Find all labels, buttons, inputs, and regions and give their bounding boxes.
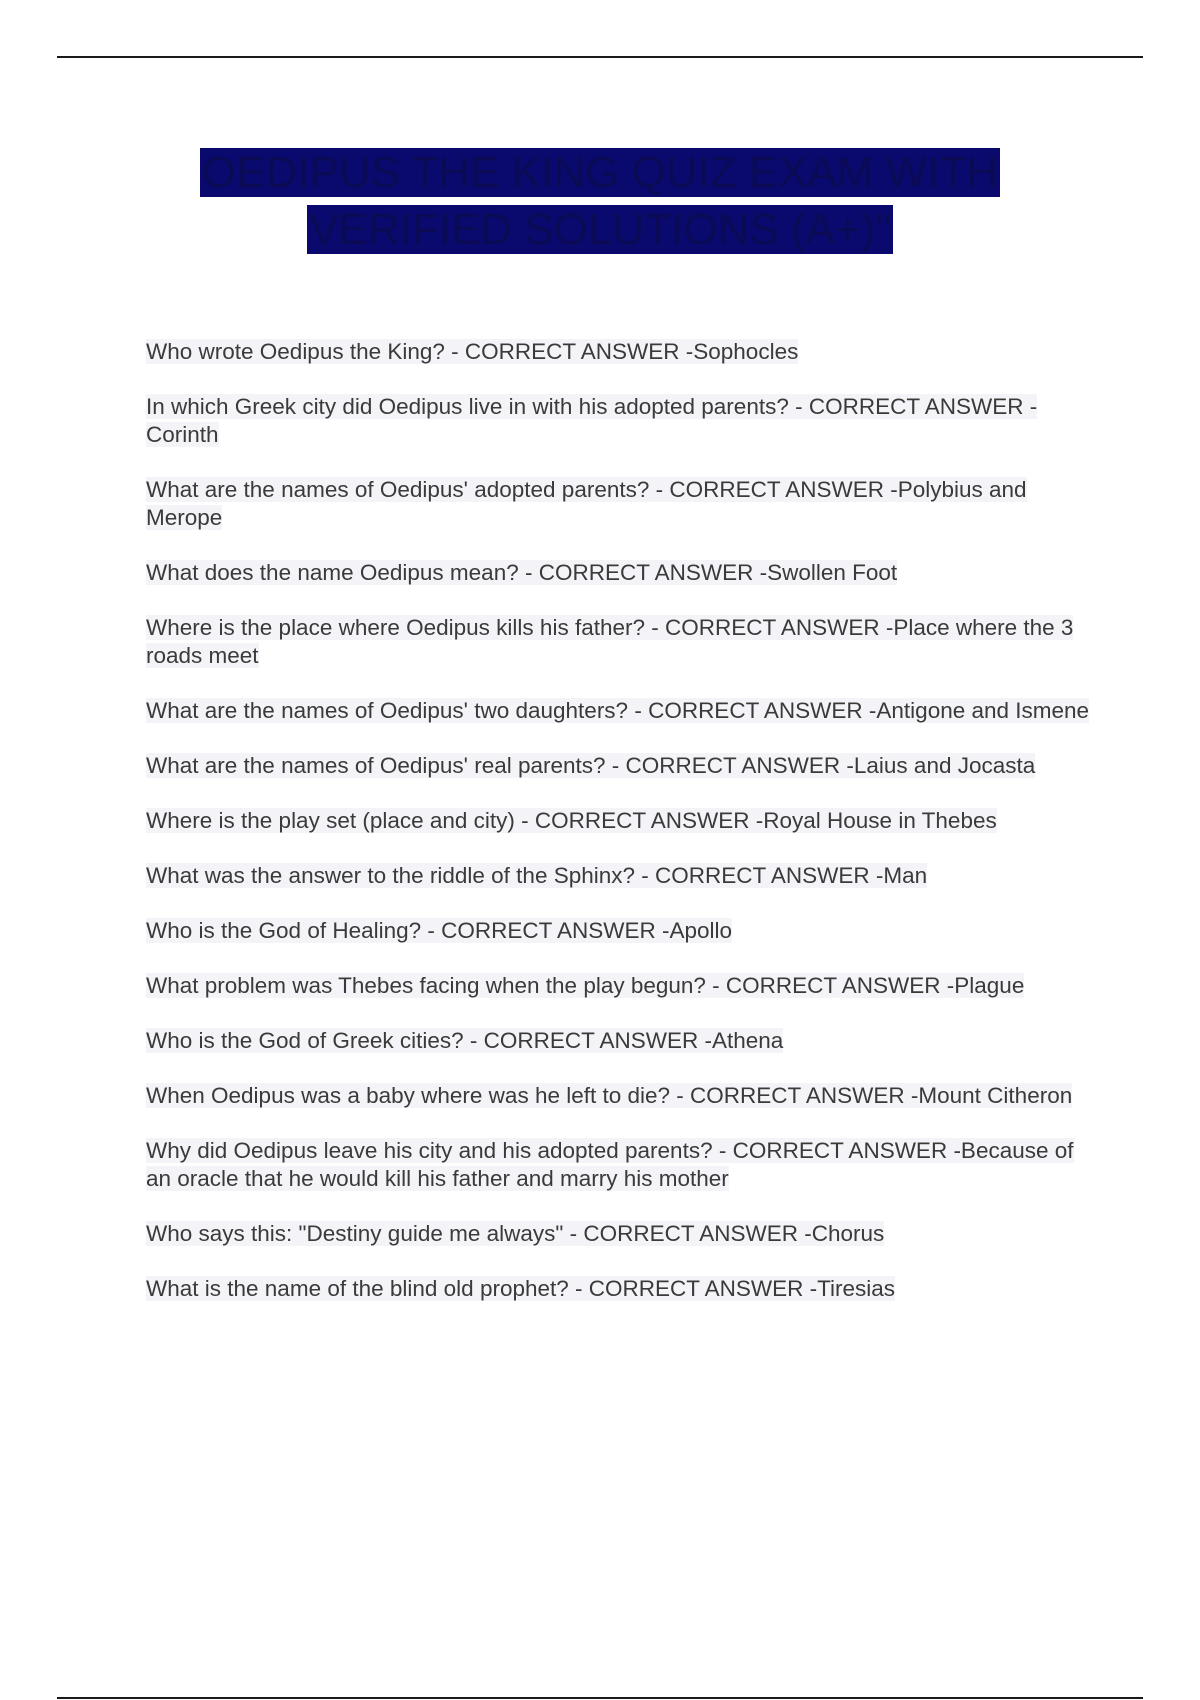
- qa-text: Who says this: "Destiny guide me always" - CORRECT ANSWER -Chorus: [146, 1221, 885, 1246]
- qa-text: Who is the God of Greek cities? - CORRECT ANSWER -Athena: [146, 1028, 784, 1053]
- qa-text: When Oedipus was a baby where was he left to die? - CORRECT ANSWER -Mount Citheron: [146, 1083, 1073, 1108]
- title-block: [120, 144, 1080, 258]
- qa-text: Where is the play set (place and city) - CORRECT ANSWER -Royal House in Thebes: [146, 808, 997, 833]
- list-item: [146, 697, 1096, 725]
- list-item: [146, 1137, 1096, 1193]
- list-item: [146, 1082, 1096, 1110]
- document-title-suffix: ": [875, 205, 891, 254]
- list-item: [146, 752, 1096, 780]
- list-item: [146, 1027, 1096, 1055]
- qa-text: Why did Oedipus leave his city and his adopted parents? - CORRECT ANSWER -Because of an oracle that he would kill his father and marry his mother: [146, 1138, 1074, 1191]
- list-item: [146, 862, 1096, 890]
- document-title-text: OEDIPUS THE KING QUIZ EXAM WITH VERIFIED SOLUTIONS (A+): [201, 148, 999, 254]
- list-item: [146, 476, 1096, 532]
- qa-text: Who wrote Oedipus the King? - CORRECT ANSWER -Sophocles: [146, 339, 799, 364]
- list-item: [146, 1220, 1096, 1248]
- list-item: [146, 393, 1096, 449]
- list-item: [146, 559, 1096, 587]
- qa-text: What does the name Oedipus mean? - CORRECT ANSWER -Swollen Foot: [146, 560, 898, 585]
- qa-text: In which Greek city did Oedipus live in with his adopted parents? - CORRECT ANSWER -Corinth: [146, 394, 1038, 447]
- qa-text: What was the answer to the riddle of the Sphinx? - CORRECT ANSWER -Man: [146, 863, 928, 888]
- bottom-rule: [57, 1697, 1143, 1699]
- qa-text: What are the names of Oedipus' two daughters? - CORRECT ANSWER -Antigone and Ismene: [146, 698, 1090, 723]
- qa-list: [146, 338, 1096, 1330]
- qa-text: What is the name of the blind old prophet? - CORRECT ANSWER -Tiresias: [146, 1276, 896, 1301]
- list-item: [146, 972, 1096, 1000]
- list-item: [146, 338, 1096, 366]
- qa-text: Who is the God of Healing? - CORRECT ANSWER -Apollo: [146, 918, 733, 943]
- qa-text: What are the names of Oedipus' adopted parents? - CORRECT ANSWER -Polybius and Merope: [146, 477, 1027, 530]
- list-item: [146, 807, 1096, 835]
- list-item: [146, 917, 1096, 945]
- top-rule: [57, 56, 1143, 58]
- qa-text: Where is the place where Oedipus kills his father? - CORRECT ANSWER -Place where the 3 roads meet: [146, 615, 1074, 668]
- list-item: [146, 1275, 1096, 1303]
- list-item: [146, 614, 1096, 670]
- qa-text: What are the names of Oedipus' real parents? - CORRECT ANSWER -Laius and Jocasta: [146, 753, 1036, 778]
- qa-text: What problem was Thebes facing when the play begun? - CORRECT ANSWER -Plague: [146, 973, 1025, 998]
- document-title: [200, 148, 1000, 254]
